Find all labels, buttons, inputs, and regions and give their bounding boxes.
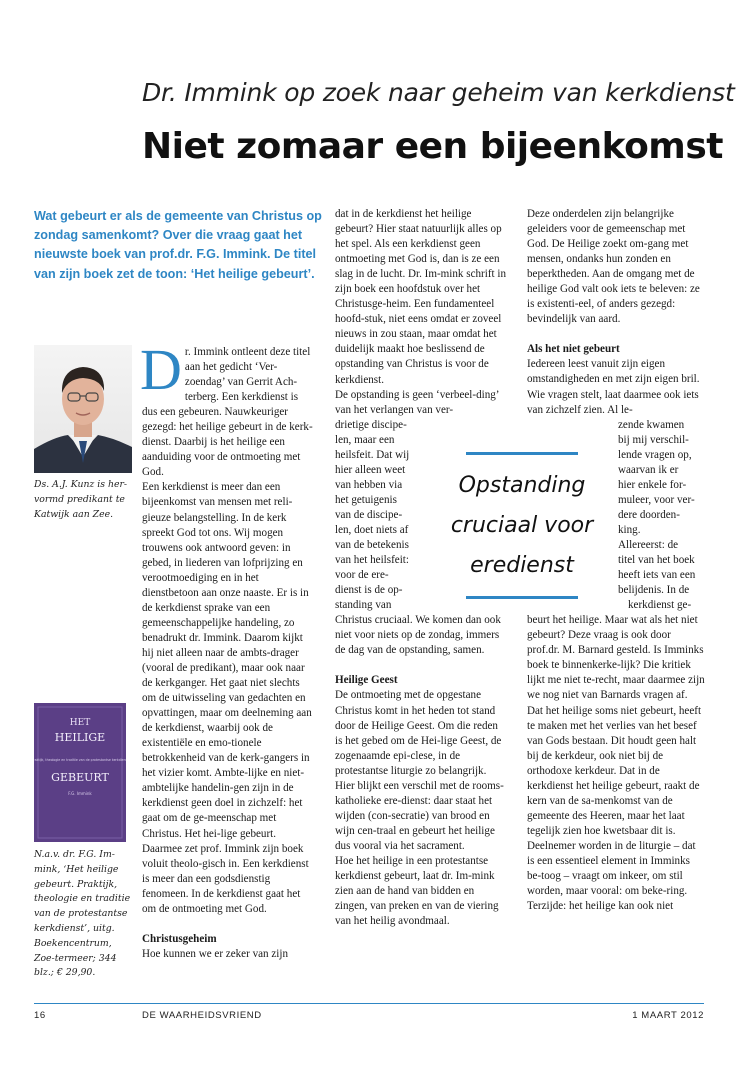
wrapped-line: Allereerst: de bbox=[618, 538, 679, 551]
article-intro: Wat gebeurt er als de gemeente van Christus op zondag samenkomt? Over die vraag gaat het nieuwste boek van prof.dr. F.G. Immink. De titel van zijn boek zet de toon: ‘Het heilige gebeurt’. bbox=[34, 209, 322, 281]
col3-paragraph-3-end: beurt het heilige. Maar wat als het niet gebeurt? Deze vraag is ook door prof.dr. M. Barnard gesteld. Is Imminks boek te binnenkerke-lijk? Die kritiek lijkt me niet te-recht, maar daarmee zijn we nog niet van Barnards vragen af. bbox=[527, 614, 705, 702]
portrait-image bbox=[34, 345, 132, 473]
wrapped-line: voor de ere- bbox=[335, 569, 389, 582]
col3-paragraph-5: Terzijde: het heilige kan ook niet bbox=[527, 900, 674, 913]
wrapped-line: hier enkele for- bbox=[618, 478, 687, 491]
wrapped-line: zende kwamen bbox=[618, 418, 685, 431]
col1-paragraph-3: Hoe kunnen we er zeker van zijn bbox=[142, 947, 289, 960]
wrapped-line: len, maar een bbox=[335, 433, 395, 446]
book-caption: N.a.v. dr. F.G. Im-mink, ‘Het heilige gebeurt. Praktijk, theologie en traditie van de protestantse kerkdienst’, uitg. Boekencentrum, Zoe-termeer; 344 blz.; € 29,90. bbox=[34, 849, 131, 979]
subheading-heilige-geest: Heilige Geest bbox=[335, 674, 398, 687]
wrapped-line: king. bbox=[618, 523, 641, 536]
wrapped-line: dienst is de op- bbox=[335, 584, 403, 597]
footer-rule bbox=[34, 1003, 704, 1004]
col1-paragraph-2: Een kerkdienst is meer dan een bijeenkomst van mensen met reli-gieuze belangstelling. In de kerk spreekt God tot ons. Wij mogen trouwens ook antwoord geven: in gebed, in liederen van lofprijzing en verootmoediging en in het dienstbetoon aan onze naaste. Er is in de kerkdienst sprake van een gemeenschappelijke handeling, zo benadrukt dr. Immink. Daarom kijkt hij niet alleen naar de ambts-drager (vooral de predikant), maar ook naar de kerkganger. Het gaat niet slechts om de uitwisseling van gedachten en opvattingen, maar om deelneming aan de kerkdienst, waarbij ook de existentiële en emo-tionele betrokkenheid van de kerk-gangers in het vizier komt. Ambte-lijke en niet-ambtelijke handelin-gen zijn in de kerkdienst geen doel in zichzelf: het gaat om de ge-meenschap met Christus. Het hei-lige gebeurt. Daarmee zet prof. Immink zijn boek voluit theolo-gisch in. Een kerkdienst is meer dan een godsdienstig fenomeen. In de kerkdienst gaat het om de ontmoeting met God. bbox=[142, 481, 312, 915]
wrapped-line: heeft iets van een bbox=[618, 569, 696, 582]
wrapped-line: muleer, voor ver- bbox=[618, 493, 695, 506]
pull-quote-line-2: cruciaal voor bbox=[450, 513, 594, 538]
col3-paragraph-2-start: Iedereen leest vanuit zijn eigen omstandigheden en met zijn eigen bril. Wie vragen stelt, laat daarmee ook iets van zichzelf zien. Al le- bbox=[527, 358, 700, 416]
wrapped-line: het getuigenis bbox=[335, 493, 397, 506]
col2-paragraph-2-end: Christus cruciaal. We komen dan ook niet voor niets op de zondag, immers de dag van de opstanding, samen. bbox=[335, 614, 501, 657]
wrapped-line: titel van het boek bbox=[618, 554, 695, 567]
page-number: 16 bbox=[34, 1010, 46, 1021]
magazine-name: DE WAARHEIDSVRIEND bbox=[142, 1010, 262, 1021]
col3-paragraph-4: Dat het heilige soms niet gebeurt, heeft te maken met het verlies van het besef van Gods bestaan. Dit houdt geen halt bij de kerkdeur, ook niet bij de orthodoxe kerkdeur. Dat in de kerkdienst het heilige gebeurt, raakt de kern van de sa-menkomst van de gemeente des Heeren, maar het laat tegelijk zien hoe kwetsbaar dit is. Deelnemer worden in de liturgie – dat is een essentieel element in Imminks be-toog – vraagt om inkeer, om stil worden, maar vooral: om beke-ring. bbox=[527, 704, 702, 898]
article-headline: Niet zomaar een bijeenkomst bbox=[142, 126, 723, 167]
author-portrait bbox=[34, 345, 132, 473]
wrapped-line: kerkdienst ge- bbox=[628, 599, 692, 612]
wrapped-line: drietige discipe- bbox=[335, 418, 407, 431]
wrapped-line: len, doet niets af bbox=[335, 523, 409, 536]
pull-quote-line-3: eredienst bbox=[470, 553, 574, 578]
col3-wrapped-lines bbox=[527, 418, 705, 614]
wrapped-line: van het heilsfeit: bbox=[335, 554, 409, 567]
col2-paragraph-4: Hoe het heilige in een protestantse kerkdienst gebeurt, laat dr. Im-mink zien aan de hand van bidden en zingen, van preken en van de viering van het heilig avondmaal. bbox=[335, 854, 499, 928]
wrapped-line: dere doorden- bbox=[618, 508, 680, 521]
wrapped-line: van de betekenis bbox=[335, 539, 409, 552]
col2-paragraph-1: dat in de kerkdienst het heilige gebeurt? Hier staat natuurlijk alles op het spel. Als een kerkdienst geen ontmoeting met God is, dan is ze een slag in de lucht. Dr. Im-mink schrift in zijn boek een hoofdstuk over het Christusge-heim. Een fundamenteel hoofd-stuk, niet eens omdat er zoveel nieuws in zou staan, maar omdat het duidelijk maakt hoe beslissend de opstanding van Christus is voor de kerkdienst. bbox=[335, 208, 506, 386]
book-subtitle: Praktijk, theologie en traditie van de protestantse kerkdienst bbox=[34, 758, 126, 762]
column-3 bbox=[527, 207, 705, 914]
col2-paragraph-2-start: De opstanding is geen ‘verbeel-ding’ van het verlangen van ver- bbox=[335, 388, 499, 416]
book-cover bbox=[34, 703, 126, 842]
drop-cap: D bbox=[140, 337, 182, 402]
col3-paragraph-1: Deze onderdelen zijn belangrijke geleiders voor de gemeenschap met God. De Heilige zoekt om-gang met mensen, ondanks hun zonden en beperktheden. Aan de omgang met de heilige God valt ook iets te beleven: ze is existenti-eel, of anders gezegd: bevindelijk van aard. bbox=[527, 208, 700, 326]
wrapped-line: belijdenis. In de bbox=[618, 584, 690, 597]
article-kicker: Dr. Immink op zoek naar geheim van kerkdienst bbox=[142, 78, 735, 107]
issue-date: 1 MAART 2012 bbox=[632, 1010, 704, 1021]
col1-paragraph-1: r. Immink ontleent deze titel aan het gedicht ‘Ver-zoendag’ van Gerrit Ach-terberg. Een kerkdienst is dus een gebeuren. Nauwkeuriger gezegd: het heilige gebeurt in de kerk-dienst. Daarbij is het heilige een aanduiding voor de ontmoeting met God. bbox=[142, 346, 313, 479]
book-cover-image bbox=[34, 703, 126, 842]
portrait-caption: Ds. A.J. Kunz is her-vormd predikant te Katwijk aan Zee. bbox=[34, 479, 128, 520]
wrapped-line: waarvan ik er bbox=[618, 463, 679, 476]
wrapped-line: van de discipe- bbox=[335, 508, 403, 521]
book-title-line3: GEBEURT bbox=[51, 771, 109, 784]
wrapped-line: bij mij verschil- bbox=[618, 433, 689, 446]
wrapped-line: van hebben via bbox=[335, 478, 403, 491]
wrapped-line: standing van bbox=[335, 599, 392, 612]
wrapped-line: lende vragen op, bbox=[618, 448, 692, 461]
wrapped-line: heilsfeit. Dat wij bbox=[335, 448, 410, 461]
col2-paragraph-3: De ontmoeting met de opgestane Christus komt in het heden tot stand door de Heilige Geest. Om die reden is het gebed om de Hei-lige Geest, de zogenaamde epi-clese, in de protestantse liturgie zo belangrijk. Hier blijkt een verschil met de rooms-katholieke ere-dienst: daar staat het wijden (con-secratie) van brood en wijn cen-traal en gebeurt het heilige dus vooral via het sacrament. bbox=[335, 689, 504, 852]
subheading-christusgeheim: Christusgeheim bbox=[142, 932, 217, 945]
column-1 bbox=[140, 337, 314, 962]
book-author: F.G. Immink bbox=[68, 791, 92, 796]
subheading-als-het-niet-gebeurt: Als het niet gebeurt bbox=[527, 343, 620, 356]
wrapped-line: hier alleen weet bbox=[335, 463, 406, 476]
book-title-line2: HEILIGE bbox=[54, 731, 106, 744]
book-title-line1: HET bbox=[69, 718, 91, 728]
pull-quote-line-1: Opstanding bbox=[458, 473, 586, 498]
